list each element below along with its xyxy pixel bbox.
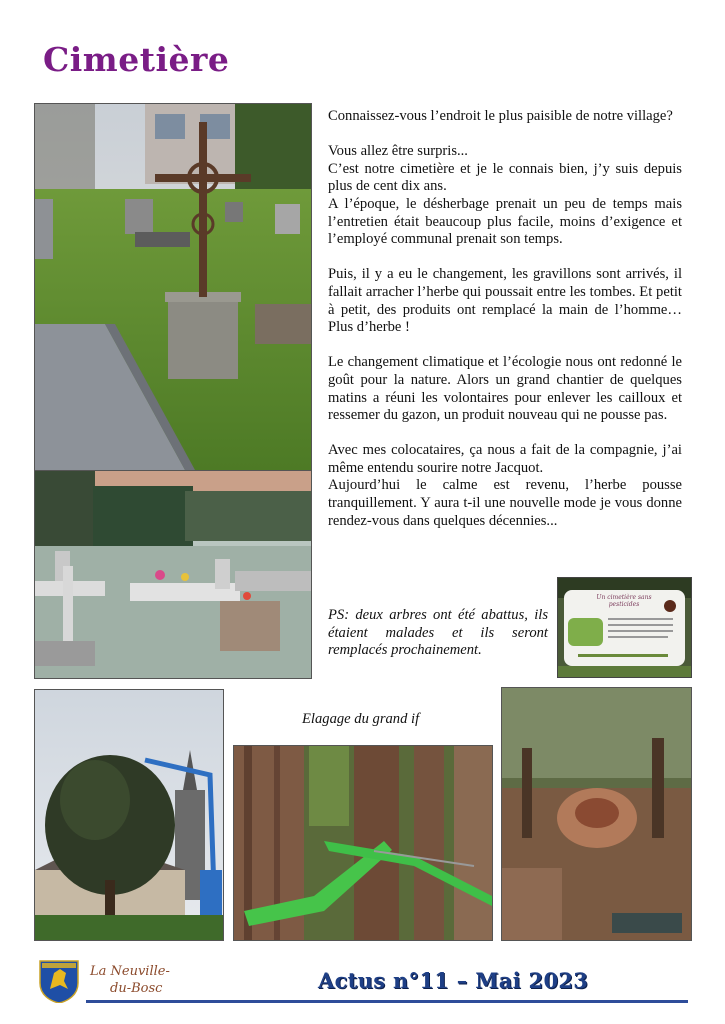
paragraph-1: Connaissez-vous l’endroit le plus paisible de notre village? xyxy=(328,108,673,124)
village-logo xyxy=(38,959,80,1003)
paragraph-3: Puis, il y a eu le changement, les gravillons sont arrivés, il fallait arracher l’herbe qui poussait entre les tombes. Et petit à petit, des produits ont remplacé la main de l’homme… Plus d’herbe ! xyxy=(328,266,682,336)
page-title: Cimetière xyxy=(43,40,230,79)
issue-title: Actus n°11 – Mai 2023 xyxy=(318,968,589,993)
village-name-line1: La Neuville- xyxy=(90,964,170,979)
photo-cemetery-cross xyxy=(34,103,312,471)
photo-caption: Elagage du grand if xyxy=(302,711,420,727)
photo-tree-trunk-strap xyxy=(233,745,493,941)
paragraph-5: Avec mes colocataires, ça nous a fait de la compagnie, j’ai même entendu sourire notre Jacquot. Aujourd’hui le calme est revenu, l’herbe pousse tranquillement. Y aura t-il une nouvelle mode je vous donne rendez-vous dans quelques décennies... xyxy=(328,442,682,529)
photo-cemetery-frost xyxy=(34,470,312,679)
photo-tree-crane xyxy=(34,689,224,941)
article-body xyxy=(328,108,682,548)
paragraph-4: Le changement climatique et l’écologie nous ont redonné le goût pour la nature. Alors un grand chantier de quelques matins a réuni les volontaires pour enlever les cailloux et ressemer du gazon, un produit nouveau qui ne pousse pas. xyxy=(328,354,682,424)
photo-sign-no-pesticides xyxy=(557,577,692,678)
footer-divider xyxy=(86,1000,688,1003)
sign-title: Un cimetière sans pesticides xyxy=(596,594,652,608)
ps-note: PS: deux arbres ont été abattus, ils étaient malades et ils seront remplacés prochainement. xyxy=(328,607,548,659)
village-name-line2: du-Bosc xyxy=(110,981,163,996)
paragraph-2: Vous allez être surpris... C’est notre cimetière et je le connais bien, j’y suis depuis plus de cent dix ans. A l’époque, le désherbage prenait un peu de temps mais l’entretien était beaucoup plus facile, moins d’exigence et l’employé communal prenait son temps. xyxy=(328,143,682,248)
photo-cut-trunk xyxy=(501,687,692,941)
village-name xyxy=(90,963,170,997)
